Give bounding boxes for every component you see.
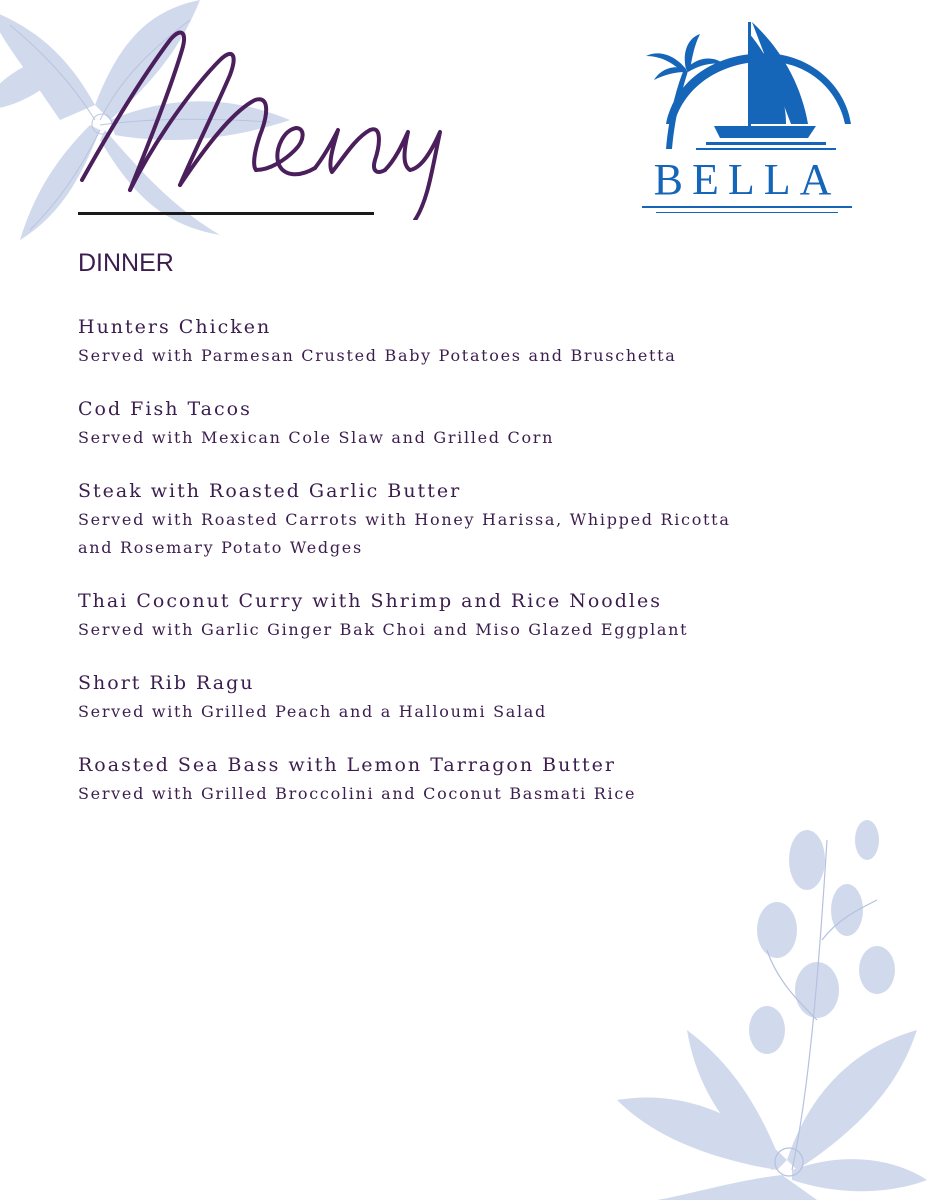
title-underline xyxy=(78,212,374,215)
section-title-dinner: DINNER xyxy=(78,249,174,277)
menu-item xyxy=(78,668,878,726)
menu-item-name: Thai Coconut Curry with Shrimp and Rice Noodles xyxy=(78,590,662,612)
logo-underline xyxy=(642,206,852,208)
menu-item-description: Served with Grilled Peach and a Halloumi Salad xyxy=(78,702,547,721)
menu-item xyxy=(78,312,878,370)
bella-logo xyxy=(636,14,858,216)
floral-illustration-bottom-right xyxy=(617,800,927,1200)
logo-text: BELLA xyxy=(653,155,841,204)
menu-list xyxy=(78,312,878,832)
menu-item-description: Served with Parmesan Crusted Baby Potatoes and Bruschetta xyxy=(78,346,677,365)
menu-item xyxy=(78,750,878,808)
menu-item xyxy=(78,476,878,562)
menu-script-title xyxy=(70,20,490,220)
logo-underline-second xyxy=(656,212,838,213)
menu-item-description: Served with Grilled Broccolini and Coconut Basmati Rice xyxy=(78,784,637,803)
menu-item-description: Served with Garlic Ginger Bak Choi and Miso Glazed Eggplant xyxy=(78,620,689,639)
menu-item-name: Hunters Chicken xyxy=(78,316,272,338)
menu-item-name: Roasted Sea Bass with Lemon Tarragon Butter xyxy=(78,754,616,776)
menu-item-name: Steak with Roasted Garlic Butter xyxy=(78,480,462,502)
menu-item-name: Cod Fish Tacos xyxy=(78,398,252,420)
sailboat-logo-icon xyxy=(636,14,858,154)
menu-item-description: Served with Mexican Cole Slaw and Grilled Corn xyxy=(78,428,555,447)
menu-item xyxy=(78,586,878,644)
menu-item-name: Short Rib Ragu xyxy=(78,672,255,694)
menu-item-description: Served with Roasted Carrots with Honey Harissa, Whipped Ricotta and Rosemary Potato Wedges xyxy=(78,510,731,557)
menu-item xyxy=(78,394,878,452)
